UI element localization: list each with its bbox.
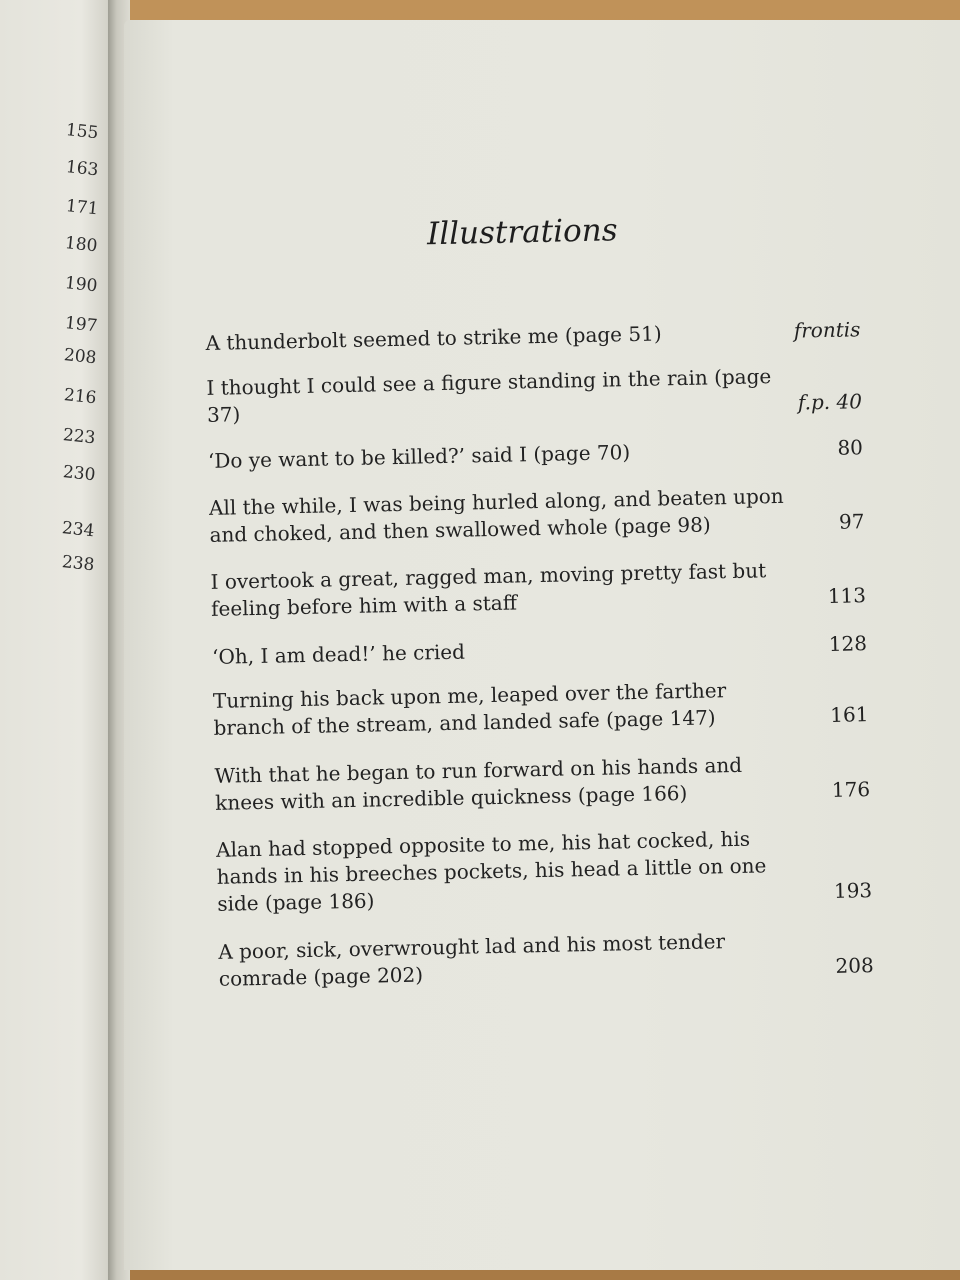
illustration-entry: [218, 925, 874, 993]
illustration-page-number: 176: [831, 777, 871, 802]
left-page-number: 208: [62, 345, 98, 369]
left-page-number: 155: [64, 120, 100, 144]
illustration-page-number: 208: [835, 953, 874, 978]
illustration-page-number: f.p. 40: [797, 389, 863, 415]
left-page-number: 171: [64, 196, 100, 220]
illustration-caption: With that he began to run forward on his hands and knees with an incredible quickness (page 166): [214, 752, 743, 815]
illustration-caption: Alan had stopped opposite to me, his hat cocked, his hands in his breeches pockets, his head a little on one side (page 186): [215, 826, 767, 916]
left-page-number: 180: [63, 233, 99, 257]
left-page-number: 190: [63, 273, 99, 297]
illustration-caption: ‘Oh, I am dead!’ he cried: [211, 639, 466, 669]
illustration-page-number: 80: [837, 435, 864, 460]
illustration-caption: A poor, sick, overwrought lad and his most tender comrade (page 202): [218, 929, 726, 991]
illustration-entry: [214, 749, 870, 817]
illustration-entry: [209, 481, 865, 549]
illustration-caption: Turning his back upon me, leaped over the farther branch of the stream, and landed safe (page 147): [212, 678, 727, 740]
illustration-entry: [206, 361, 862, 429]
illustration-page-number: frontis: [793, 317, 861, 343]
left-page-number: 197: [63, 313, 99, 337]
illustration-page-number: 161: [830, 702, 869, 727]
illustration-page-number: 97: [838, 509, 865, 534]
illustration-caption: I thought I could see a figure standing in the rain (page 37): [206, 364, 772, 427]
illustration-entry: [208, 434, 863, 475]
left-page-number: 163: [64, 157, 100, 181]
illustration-page-number: 193: [833, 878, 873, 903]
illustration-entry: [216, 823, 873, 918]
page-title: Illustrations: [426, 212, 618, 253]
illustration-entry: [213, 674, 869, 742]
left-page-number: 238: [60, 552, 96, 576]
left-page-number: 230: [61, 462, 97, 486]
illustration-caption: All the while, I was being hurled along, and beaten upon and choked, and then swallowed whole (page 98): [208, 483, 784, 547]
illustration-caption: I overtook a great, ragged man, moving pretty fast but feeling before him with a staff: [210, 558, 767, 621]
left-page-number: 216: [62, 385, 98, 409]
illustration-caption: A thunderbolt seemed to strike me (page 51): [205, 321, 662, 355]
illustration-page-number: 128: [828, 631, 868, 656]
illustration-entry: [212, 630, 867, 671]
illustration-caption: ‘Do ye want to be killed?’ said I (page 70): [207, 440, 631, 473]
left-page-number: 234: [60, 518, 96, 542]
illustration-page-number: 113: [827, 583, 867, 608]
illustration-entry: [210, 555, 866, 623]
left-page-number: 223: [61, 425, 97, 449]
illustration-entry: [205, 316, 860, 357]
